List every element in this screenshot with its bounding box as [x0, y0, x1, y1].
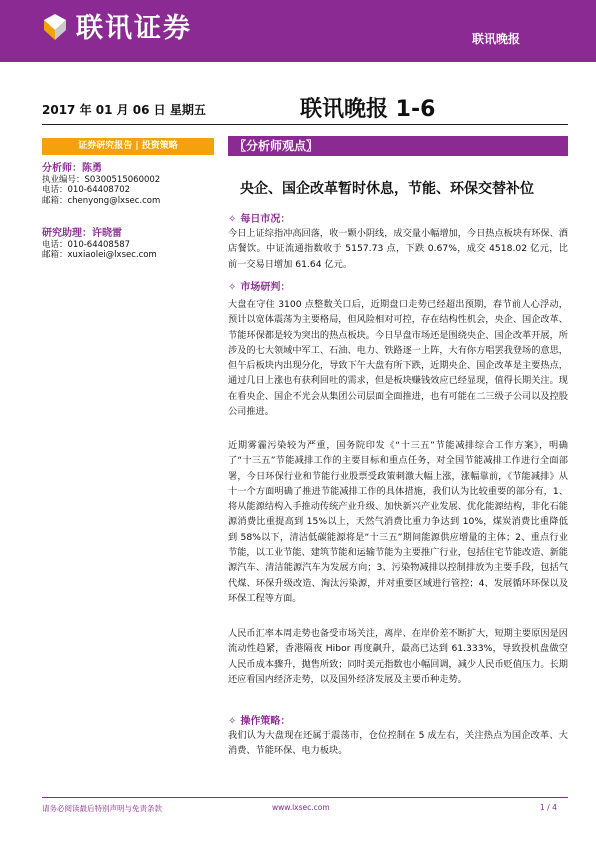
- market-research-paragraph-2: 近期雾霾污染较为严重，国务院印发《“十三五”节能减排综合工作方案》，明确了“十三五”节能减排工作的主要目标和重点任务，对全国节能减排工作进行全面部署，今日环保行业和节能行业股票受政策刺激大幅上涨，涨幅靠前，《节能减排》从十一个方面明确了推进节能减排工作的具体措施，我们认为比较重要的部分有，1、将从能源结构入手推动传统产业升级、加快新兴产业发展、优化能源结构，非化石能源消费比重提高到 15%以上，天然气消费比重力争达到 10%，煤炭消费比重降低到 58%以下，清洁低碳能源将是“十三五”期间能源供应增量的主体；2、重点行业节能，以工业节能、建筑节能和运输节能为主要推广行业，包括住宅节能改造、新能源汽车、清洁能源汽车为发展方向；3、污染物减排以控制排放为主要手段，包括气代煤、环保升级改造、淘汰污染源，并对重要区域进行管控；4、发展循环环保以及环保工程等方面。: [228, 440, 568, 604]
- footer-divider: [42, 797, 568, 798]
- analyst-name: 分析师：陈勇: [42, 163, 102, 174]
- diamond-bullet-icon: ✧: [228, 716, 237, 727]
- diamond-bullet-icon: ✧: [228, 282, 237, 293]
- report-headline: 央企、国企改革暂时休息，节能、环保交替补位: [240, 181, 534, 197]
- analyst-block: [42, 164, 160, 206]
- assistant-email: 邮箱：xuxiaolei@lxsec.com: [42, 250, 157, 260]
- daily-market-text: 今日上证综指冲高回落，收一颗小阴线，成交量小幅增加，今日热点板块有环保、酒店餐饮。中证流通指数收于 5157.73 点，下跌 0.67%，成交 4518.02 亿元，比前一交易日增加 61.64 亿元。: [228, 228, 568, 270]
- market-research-paragraph-3: 人民币汇率本周走势也备受市场关注，离岸、在岸价差不断扩大，短期主要原因是因流动性趋紧，香港隔夜 Hibor 再度飙升，最高已达到 61.333%，导致投机盘做空人民币成本骤升，抛售所致；同时美元指数也小幅回调，减少人民币贬值压力。长期还应看国内经济走势，以及国外经济发展及主要币种走势。: [228, 628, 568, 685]
- strategy-text: 我们认为大盘现在还属于震荡市，仓位控制在 5 成左右，关注热点为国企改革、大消费、节能环保、电力板块。: [228, 730, 568, 757]
- strategy-title: 操作策略：: [240, 716, 291, 727]
- report-title: 联讯晚报 1-6: [300, 97, 436, 122]
- diamond-bullet-icon: ✧: [228, 214, 237, 225]
- report-category-bar: 证券研究报告 | 投资策略: [42, 138, 214, 155]
- strategy-heading: [228, 712, 290, 727]
- company-logo-icon: [42, 14, 68, 40]
- analyst-license: 执业编号：S0300515060002: [42, 174, 161, 185]
- analyst-email: 邮箱：chenyong@lxsec.com: [42, 195, 161, 206]
- brand-name: 联讯证券: [76, 13, 192, 44]
- market-research-title: 市场研判：: [240, 282, 291, 293]
- daily-market-title: 每日市况：: [240, 214, 291, 225]
- footer-disclaimer: 请务必阅读最后特别声明与免责条款: [42, 804, 162, 813]
- assistant-name: 研究助理：许晓雷: [42, 228, 122, 239]
- footer-page-number: 1 / 4: [540, 803, 557, 812]
- analyst-view-tag: 〖分析师观点〗: [228, 136, 568, 156]
- market-research-heading: [228, 278, 290, 293]
- title-divider: [42, 124, 568, 125]
- assistant-block: [42, 229, 157, 261]
- daily-market-heading: [228, 210, 290, 225]
- market-research-paragraph-1: 大盘在守住 3100 点整数关口后，近期盘口走势已经超出预期，春节前人心浮动，预计以宽体震荡为主要格局，但风险相对可控，存在结构性机会，央企、国企改革、节能环保都是较为突出的热点板块。今日早盘市场还是围绕央企、国企改革开展，所涉及的七大领域中军工、石油、电力、铁路逐一上阵，大有你方唱罢我登场的意思，但午后板块内出现分化，导致下午大盘有所下跌，近期央企、国企改革是主要热点，通过几日上涨也有获利回吐的需求，但是板块赚钱效应已经显现，值得长期关注。现在看央企、国企不光会从集团公司层面全面推进，也有可能在二三级子公司以及控股公司推进。: [228, 299, 568, 418]
- report-header: [0, 0, 596, 62]
- report-type-label: 联讯晚报: [472, 32, 521, 46]
- analyst-phone: 电话：010-64408702: [42, 185, 131, 195]
- footer-website: www.lxsec.com: [272, 803, 330, 812]
- report-date: 2017 年 01 月 06 日 星期五: [42, 103, 206, 117]
- assistant-phone: 电话：010-64408587: [42, 239, 131, 250]
